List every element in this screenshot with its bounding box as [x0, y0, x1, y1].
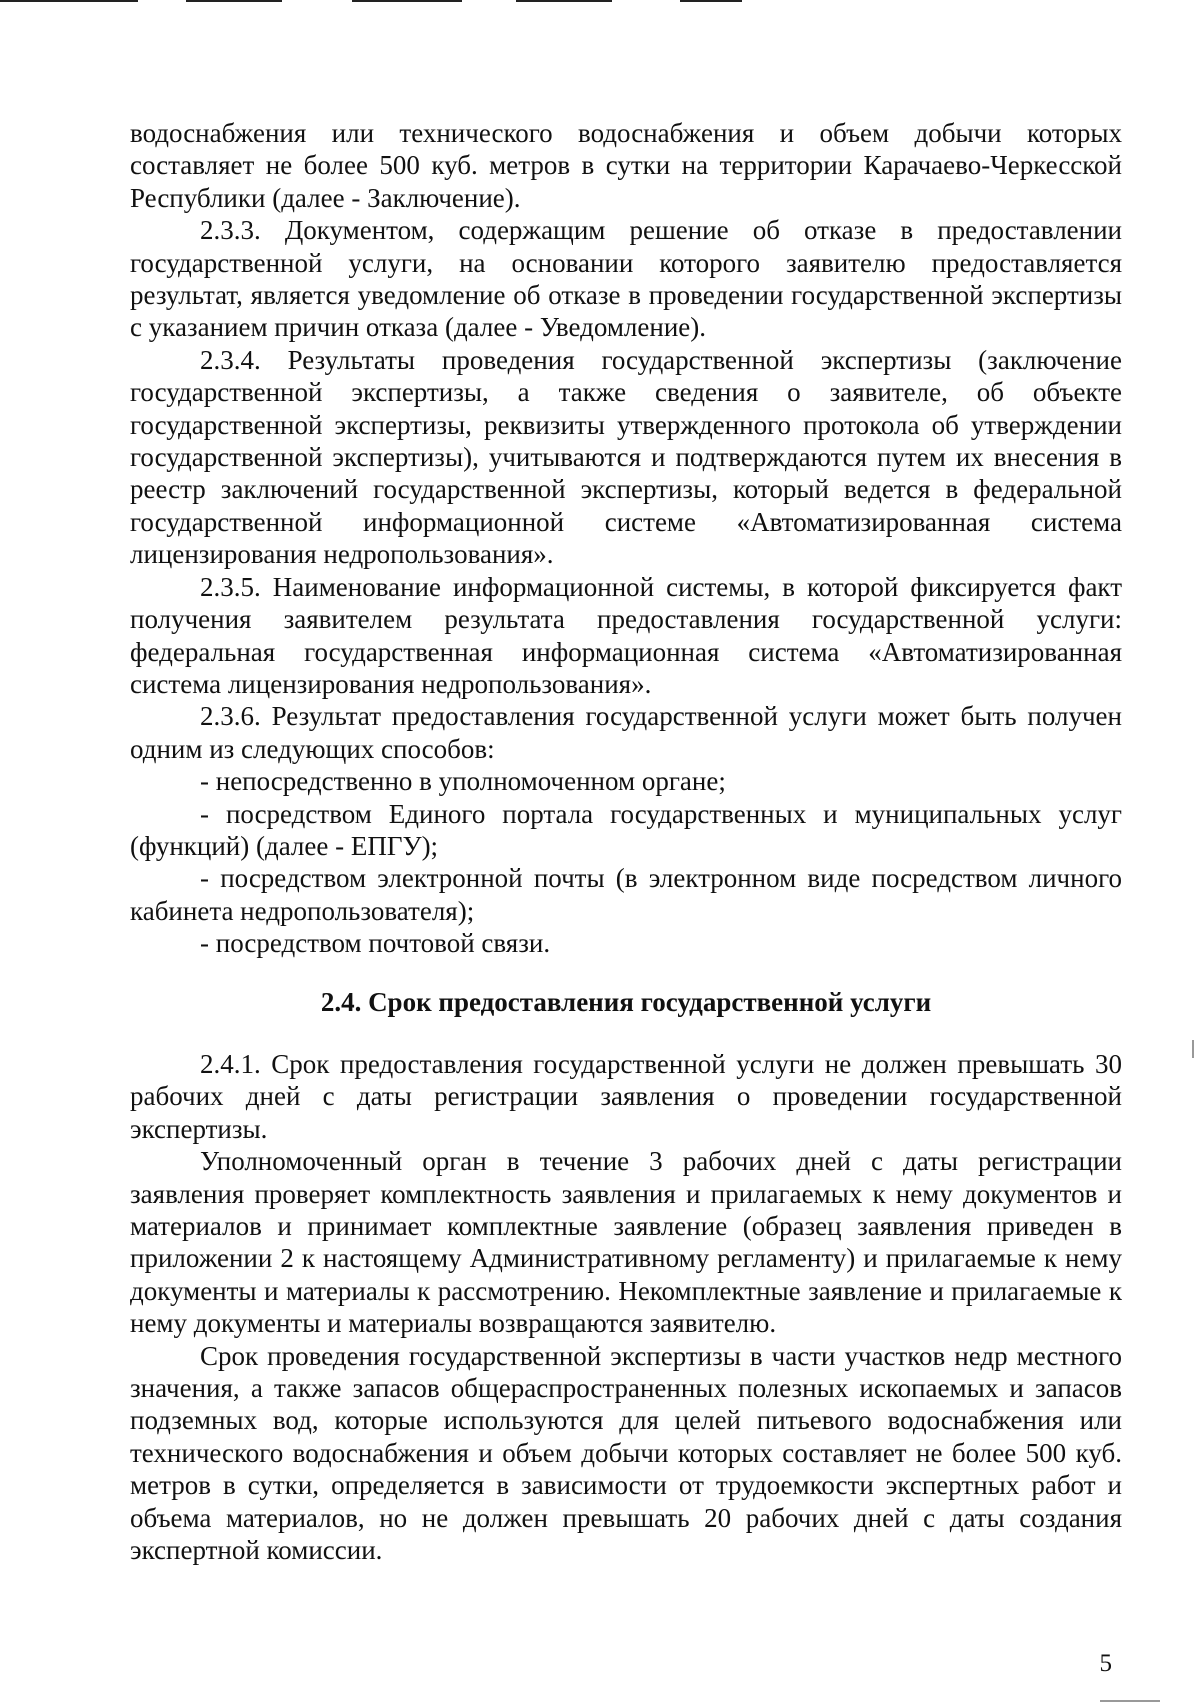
document-page — [130, 117, 1122, 1566]
paragraph-2-3-5: 2.3.5. Наименование информационной системы, в которой фиксируется факт получения заявителем результата предоставления государственной услуги: федеральная государственная информационная система «Автоматизированная система лицензирования недропользования». — [130, 571, 1122, 699]
paragraph-2-3-4: 2.3.4. Результаты проведения государственной экспертизы (заключение государственной экспертизы, а также сведения о заявителе, об объекте государственной экспертизы, реквизиты утвержденного протокола об утверждении государственной экспертизы), учитываются и подтверждаются путем их внесения в реестр заключений государственной экспертизы, который ведется в федеральной государственной информационной системе «Автоматизированная система лицензирования недропользования». — [130, 344, 1122, 570]
list-item-postal: - посредством почтовой связи. — [200, 928, 551, 959]
paragraph-water-supply-continuation: водоснабжения или технического водоснабжения и объем добычи которых составляет не более 500 куб. метров в сутки на территории Карачаево-Черкесской Республики (далее - Заключение). — [130, 118, 1122, 213]
section-heading-2-4: 2.4. Срок предоставления государственной услуги — [320, 986, 932, 1017]
paragraph-2-3-3: 2.3.3. Документом, содержащим решение об отказе в предоставлении государственной услуги, на основании которого заявителю предоставляется результат, является уведомление об отказе в проведении государственной экспертизы с указанием причин отказа (далее - Уведомление). — [130, 215, 1122, 343]
paragraph-completeness-check: Уполномоченный орган в течение 3 рабочих дней с даты регистрации заявления проверяет комплектность заявления и прилагаемых к нему документов и материалов и принимает комплектные заявление (образец заявления приведен в приложении 2 к настоящему Административному регламенту) и прилагаемые к нему документы и материалы к рассмотрению. Некомплектные заявление и прилагаемые к нему документы и материалы возвращаются заявителю. — [130, 1146, 1122, 1339]
scan-speck — [1100, 1700, 1160, 1702]
scan-speck — [1192, 1040, 1194, 1058]
list-item-epgu: - посредством Единого портала государственных и муниципальных услуг (функций) (далее - ЕПГУ); — [130, 798, 1122, 861]
list-item-email: - посредством электронной почты (в электронном виде посредством личного кабинета недропользователя); — [130, 863, 1122, 926]
paragraph-2-4-1: 2.4.1. Срок предоставления государственной услуги не должен превышать 30 рабочих дней с даты регистрации заявления о проведении государственной экспертизы. — [130, 1048, 1122, 1144]
scan-edge-marks — [0, 0, 1200, 12]
paragraph-2-3-6: 2.3.6. Результат предоставления государственной услуги может быть получен одним из следующих способов: — [130, 701, 1122, 764]
page-number: 5 — [1099, 1650, 1112, 1677]
paragraph-expertise-term: Срок проведения государственной экспертизы в части участков недр местного значения, а также запасов общераспространенных полезных ископаемых и запасов подземных вод, которые используются для целей питьевого водоснабжения или технического водоснабжения и объем добычи которых составляет не более 500 куб. метров в сутки, определяется в зависимости от трудоемкости экспертных работ и объема материалов, но не должен превышать 20 рабочих дней с даты создания экспертной комиссии. — [130, 1340, 1122, 1566]
list-item-authorized-body: - непосредственно в уполномоченном органе; — [200, 766, 726, 797]
